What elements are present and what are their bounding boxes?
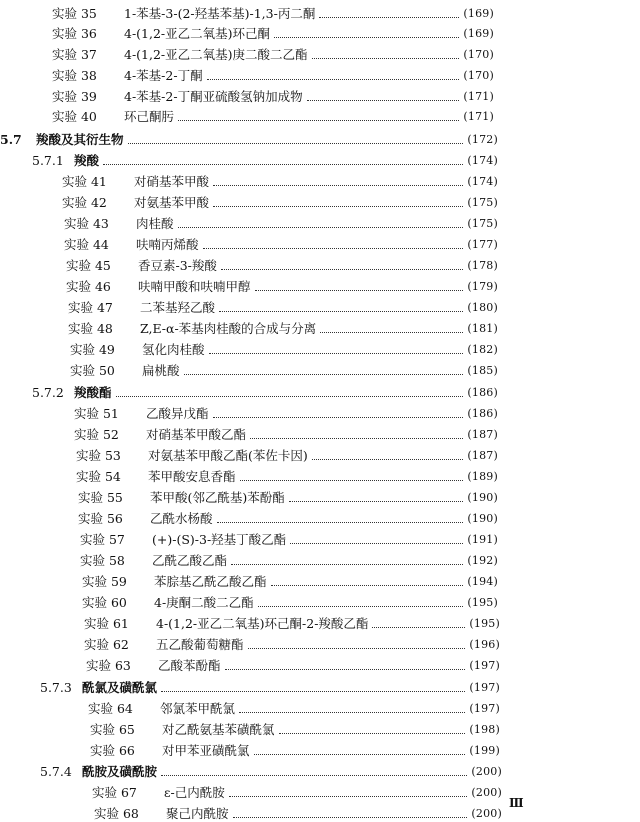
toc-entry-subsection[interactable] bbox=[40, 760, 502, 780]
toc-entry-page: (186) bbox=[467, 407, 498, 420]
toc-entry-experiment[interactable] bbox=[66, 254, 498, 274]
toc-entry-label: 实验 62 bbox=[84, 637, 129, 652]
toc-entry-label: 实验 46 bbox=[66, 279, 111, 294]
dot-leader bbox=[289, 501, 464, 502]
toc-entry-experiment[interactable] bbox=[90, 739, 500, 759]
toc-entry-title: 乙酰水杨酸 bbox=[150, 511, 213, 526]
toc-entry-page: (175) bbox=[467, 217, 498, 230]
toc-entry-label: 实验 52 bbox=[74, 427, 119, 442]
dot-leader bbox=[213, 417, 464, 418]
toc-entry-title: Z,E-α-苯基肉桂酸的合成与分离 bbox=[140, 321, 317, 336]
dot-leader bbox=[231, 564, 463, 565]
dot-leader bbox=[271, 585, 464, 586]
toc-entry-label: 实验 63 bbox=[86, 658, 131, 673]
toc-entry-page: (177) bbox=[467, 238, 498, 251]
toc-entry-title: 氢化肉桂酸 bbox=[142, 342, 205, 357]
toc-entry-experiment[interactable] bbox=[74, 423, 498, 443]
toc-entry-page: (180) bbox=[467, 301, 498, 314]
toc-entry-experiment[interactable] bbox=[84, 633, 500, 653]
toc-entry-experiment[interactable] bbox=[78, 507, 498, 527]
toc-entry-section[interactable] bbox=[0, 128, 498, 148]
toc-entry-label: 实验 61 bbox=[84, 616, 129, 631]
toc-entry-experiment[interactable] bbox=[84, 612, 500, 632]
toc-entry-page: (187) bbox=[467, 449, 498, 462]
dot-leader bbox=[233, 817, 468, 818]
dot-leader bbox=[219, 311, 463, 312]
toc-entry-page: (197) bbox=[469, 681, 500, 694]
toc-entry-title: 呋喃丙烯酸 bbox=[136, 237, 199, 252]
toc-entry-title: 邻氯苯甲酰氯 bbox=[160, 701, 236, 716]
toc-entry-label: 实验 44 bbox=[64, 237, 109, 252]
dot-leader bbox=[240, 480, 464, 481]
toc-entry-page: (196) bbox=[469, 638, 500, 651]
toc-entry-label: 实验 40 bbox=[52, 109, 97, 124]
dot-leader bbox=[161, 775, 467, 776]
dot-leader bbox=[209, 353, 464, 354]
toc-entry-label: 实验 55 bbox=[78, 490, 123, 505]
dot-leader bbox=[307, 100, 460, 101]
toc-entry-title: 羧酸及其衍生物 bbox=[36, 132, 124, 147]
dot-leader bbox=[221, 269, 464, 270]
dot-leader bbox=[239, 712, 465, 713]
toc-entry-subsection[interactable] bbox=[32, 381, 498, 401]
toc-entry-title: 对乙酰氨基苯磺酰氯 bbox=[162, 722, 275, 737]
toc-entry-label: 5.7.3 bbox=[40, 680, 72, 695]
dot-leader bbox=[248, 648, 466, 649]
toc-entry-page: (195) bbox=[467, 596, 498, 609]
toc-entry-label: 实验 51 bbox=[74, 406, 119, 421]
toc-entry-label: 实验 54 bbox=[76, 469, 121, 484]
dot-leader bbox=[178, 227, 464, 228]
dot-leader bbox=[254, 754, 466, 755]
dot-leader bbox=[225, 669, 466, 670]
dot-leader bbox=[184, 374, 464, 375]
dot-leader bbox=[258, 606, 464, 607]
toc-entry-title: 苯腙基乙酰乙酸乙酯 bbox=[154, 574, 267, 589]
toc-entry-title: 对硝基苯甲酸 bbox=[134, 174, 210, 189]
toc-entry-title: 环己酮肟 bbox=[124, 109, 175, 124]
toc-entry-page: (194) bbox=[467, 575, 498, 588]
toc-entry-label: 实验 35 bbox=[52, 6, 97, 21]
toc-entry-experiment[interactable] bbox=[74, 402, 498, 422]
dot-leader bbox=[290, 543, 463, 544]
toc-entry-title: 酰胺及磺酰胺 bbox=[82, 764, 158, 779]
dot-leader bbox=[128, 143, 464, 144]
toc-entry-experiment[interactable] bbox=[76, 465, 498, 485]
dot-leader bbox=[255, 290, 464, 291]
toc-entry-page: (192) bbox=[467, 554, 498, 567]
toc-entry-experiment[interactable] bbox=[66, 275, 498, 295]
toc-entry-title: 二苯基羟乙酸 bbox=[140, 300, 216, 315]
toc-entry-page: (175) bbox=[467, 196, 498, 209]
toc-entry-experiment[interactable] bbox=[62, 170, 498, 190]
toc-entry-experiment[interactable] bbox=[86, 654, 500, 674]
toc-entry-label: 实验 56 bbox=[78, 511, 123, 526]
toc-entry-page: (200) bbox=[471, 807, 502, 820]
toc-entry-page: (197) bbox=[469, 659, 500, 672]
toc-entry-label: 实验 37 bbox=[52, 47, 97, 62]
toc-entry-page: (198) bbox=[469, 723, 500, 736]
toc-entry-experiment[interactable] bbox=[82, 570, 498, 590]
toc-entry-title: 苯甲酸安息香酯 bbox=[148, 469, 236, 484]
toc-entry-title: 酰氯及磺酰氯 bbox=[82, 680, 158, 695]
toc-entry-label: 实验 49 bbox=[70, 342, 115, 357]
toc-entry-page: (197) bbox=[469, 702, 500, 715]
dot-leader bbox=[229, 796, 468, 797]
toc-entry-page: (171) bbox=[463, 110, 494, 123]
dot-leader bbox=[250, 438, 463, 439]
toc-entry-label: 实验 36 bbox=[52, 26, 97, 41]
toc-entry-title: 乙酸异戊酯 bbox=[146, 406, 209, 421]
toc-entry-title: (+)-(S)-3-羟基丁酸乙酯 bbox=[152, 532, 287, 547]
toc-entry-title: 扁桃酸 bbox=[142, 363, 180, 378]
dot-leader bbox=[213, 185, 463, 186]
toc-entry-title: 香豆素-3-羧酸 bbox=[138, 258, 217, 273]
toc-entry-title: 对甲苯亚磺酰氯 bbox=[162, 743, 250, 758]
toc-entry-experiment[interactable] bbox=[70, 338, 498, 358]
toc-entry-experiment[interactable] bbox=[52, 22, 494, 42]
toc-entry-label: 实验 53 bbox=[76, 448, 121, 463]
toc-entry-label: 实验 65 bbox=[90, 722, 135, 737]
toc-entry-label: 实验 43 bbox=[64, 216, 109, 231]
toc-entry-title: 苯甲酸(邻乙酰基)苯酚酯 bbox=[150, 490, 285, 505]
toc-entry-page: (174) bbox=[467, 175, 498, 188]
toc-entry-title: 对氨基苯甲酸乙酯(苯佐卡因) bbox=[148, 448, 308, 463]
toc-entry-experiment[interactable] bbox=[64, 212, 498, 232]
dot-leader bbox=[320, 332, 463, 333]
toc-entry-page: (171) bbox=[463, 90, 494, 103]
toc-entry-page: (187) bbox=[467, 428, 498, 441]
dot-leader bbox=[103, 164, 463, 165]
toc-entry-experiment[interactable] bbox=[80, 549, 498, 569]
dot-leader bbox=[213, 206, 463, 207]
toc-entry-experiment[interactable] bbox=[68, 317, 498, 337]
toc-entry-title: ε-己内酰胺 bbox=[164, 785, 225, 800]
dot-leader bbox=[279, 733, 466, 734]
toc-entry-experiment[interactable] bbox=[52, 105, 494, 125]
toc-entry-label: 5.7.4 bbox=[40, 764, 72, 779]
dot-leader bbox=[207, 79, 460, 80]
toc-entry-page: (172) bbox=[467, 133, 498, 146]
toc-entry-label: 实验 38 bbox=[52, 68, 97, 83]
toc-entry-label: 实验 48 bbox=[68, 321, 113, 336]
toc-entry-experiment[interactable] bbox=[92, 781, 502, 801]
toc-entry-page: (186) bbox=[467, 386, 498, 399]
toc-entry-experiment[interactable] bbox=[82, 591, 498, 611]
toc-entry-title: 聚己内酰胺 bbox=[166, 806, 229, 821]
dot-leader bbox=[178, 120, 459, 121]
toc-entry-title: 羧酸 bbox=[74, 153, 100, 168]
toc-entry-experiment[interactable] bbox=[64, 233, 498, 253]
toc-entry-page: (178) bbox=[467, 259, 498, 272]
toc-entry-title: 4-(1,2-亚乙二氧基)环己酮-2-羧酸乙酯 bbox=[156, 616, 369, 631]
page-number: Ⅲ bbox=[509, 796, 523, 810]
toc-entry-label: 实验 47 bbox=[68, 300, 113, 315]
toc-entry-page: (199) bbox=[469, 744, 500, 757]
dot-leader bbox=[116, 396, 464, 397]
dot-leader bbox=[217, 522, 464, 523]
toc-entry-experiment[interactable] bbox=[52, 85, 494, 105]
toc-entry-experiment[interactable] bbox=[52, 2, 494, 22]
toc-entry-title: 4-(1,2-亚乙二氧基)环己酮 bbox=[124, 26, 271, 41]
toc-entry-experiment[interactable] bbox=[62, 191, 498, 211]
toc-entry-label: 实验 39 bbox=[52, 89, 97, 104]
toc-entry-label: 5.7.2 bbox=[32, 385, 64, 400]
dot-leader bbox=[319, 17, 459, 18]
toc-entry-page: (189) bbox=[467, 470, 498, 483]
toc-entry-label: 实验 58 bbox=[80, 553, 125, 568]
dot-leader bbox=[312, 58, 460, 59]
toc-entry-title: 4-苯基-2-丁酮 bbox=[124, 68, 203, 83]
toc-entry-page: (200) bbox=[471, 765, 502, 778]
toc-entry-experiment[interactable] bbox=[68, 296, 498, 316]
toc-entry-title: 五乙酸葡萄糖酯 bbox=[156, 637, 244, 652]
toc-entry-page: (170) bbox=[463, 69, 494, 82]
toc-entry-title: 乙酸苯酚酯 bbox=[158, 658, 221, 673]
toc-entry-title: 呋喃甲酸和呋喃甲醇 bbox=[138, 279, 251, 294]
toc-entry-label: 实验 68 bbox=[94, 806, 139, 821]
toc-entry-label: 实验 67 bbox=[92, 785, 137, 800]
dot-leader bbox=[372, 627, 465, 628]
toc-entry-title: 羧酸酯 bbox=[74, 385, 112, 400]
dot-leader bbox=[274, 37, 459, 38]
toc-entry-title: 1-苯基-3-(2-羟基苯基)-1,3-丙二酮 bbox=[124, 6, 316, 21]
toc-entry-experiment[interactable] bbox=[52, 64, 494, 84]
toc-entry-page: (191) bbox=[467, 533, 498, 546]
toc-entry-label: 实验 45 bbox=[66, 258, 111, 273]
toc-entry-experiment[interactable] bbox=[76, 444, 498, 464]
toc-entry-experiment[interactable] bbox=[80, 528, 498, 548]
toc-entry-experiment[interactable] bbox=[70, 359, 498, 379]
toc-entry-page: (190) bbox=[467, 491, 498, 504]
toc-entry-page: (169) bbox=[463, 7, 494, 20]
toc-entry-subsection[interactable] bbox=[32, 149, 498, 169]
toc-entry-title: 肉桂酸 bbox=[136, 216, 174, 231]
toc-entry-experiment[interactable] bbox=[90, 718, 500, 738]
toc-entry-page: (179) bbox=[467, 280, 498, 293]
toc-entry-page: (174) bbox=[467, 154, 498, 167]
dot-leader bbox=[161, 691, 465, 692]
toc-entry-experiment[interactable] bbox=[78, 486, 498, 506]
toc-entry-label: 实验 66 bbox=[90, 743, 135, 758]
toc-entry-page: (181) bbox=[467, 322, 498, 335]
toc-entry-label: 实验 64 bbox=[88, 701, 133, 716]
toc-entry-label: 5.7.1 bbox=[32, 153, 64, 168]
toc-entry-title: 对硝基苯甲酸乙酯 bbox=[146, 427, 247, 442]
toc-entry-subsection[interactable] bbox=[40, 676, 500, 696]
toc-entry-label: 5.7 bbox=[0, 132, 22, 147]
toc-entry-page: (170) bbox=[463, 48, 494, 61]
toc-entry-experiment[interactable] bbox=[94, 802, 502, 822]
dot-leader bbox=[203, 248, 464, 249]
toc-entry-experiment[interactable] bbox=[52, 43, 494, 63]
toc-entry-label: 实验 50 bbox=[70, 363, 115, 378]
toc-entry-page: (190) bbox=[467, 512, 498, 525]
toc-entry-page: (195) bbox=[469, 617, 500, 630]
toc-entry-label: 实验 42 bbox=[62, 195, 107, 210]
toc-entry-page: (182) bbox=[467, 343, 498, 356]
toc-entry-title: 对氨基苯甲酸 bbox=[134, 195, 210, 210]
toc-entry-title: 4-庚酮二酸二乙酯 bbox=[154, 595, 254, 610]
toc-entry-experiment[interactable] bbox=[88, 697, 500, 717]
toc-entry-page: (185) bbox=[467, 364, 498, 377]
toc-entry-title: 4-苯基-2-丁酮亚硫酸氢钠加成物 bbox=[124, 89, 303, 104]
toc-entry-title: 乙酰乙酸乙酯 bbox=[152, 553, 228, 568]
toc-entry-label: 实验 60 bbox=[82, 595, 127, 610]
toc-entry-label: 实验 57 bbox=[80, 532, 125, 547]
toc-entry-label: 实验 59 bbox=[82, 574, 127, 589]
toc-entry-page: (200) bbox=[471, 786, 502, 799]
toc-entry-page: (169) bbox=[463, 27, 494, 40]
toc-entry-title: 4-(1,2-亚乙二氧基)庚二酸二乙酯 bbox=[124, 47, 308, 62]
toc-entry-label: 实验 41 bbox=[62, 174, 107, 189]
dot-leader bbox=[312, 459, 464, 460]
